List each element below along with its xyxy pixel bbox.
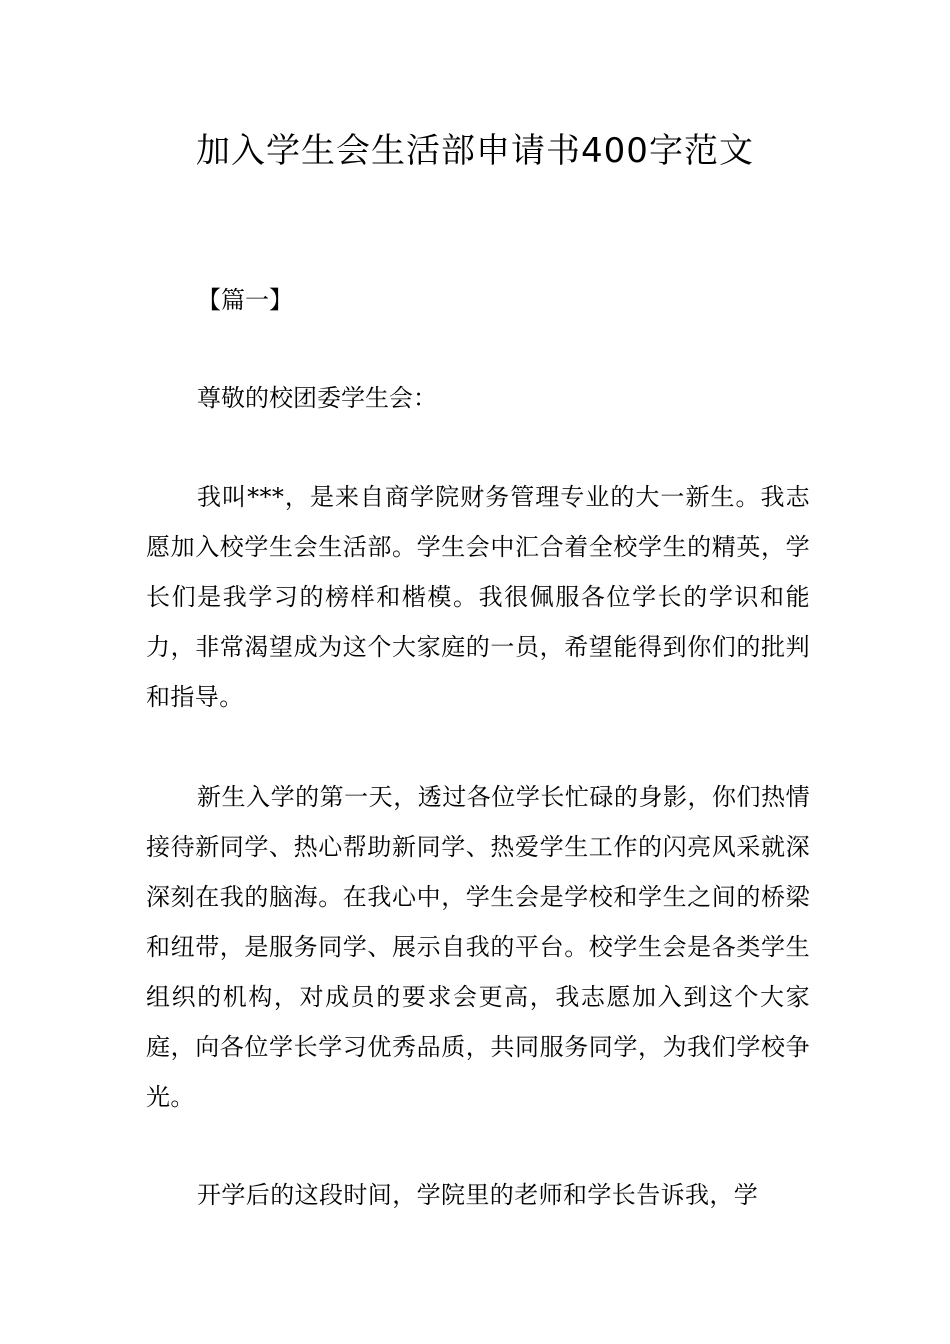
salutation: 尊敬的校团委学生会：	[197, 384, 437, 412]
body-paragraph: 我叫***，是来自商学院财务管理专业的大一新生。我志愿加入校学生会生活部。学生会中汇合着全校学生的精英，学长们是我学习的榜样和楷模。我很佩服各位学长的学识和能力，非常渴望成为这个大家庭的一员，希望能得到你们的批判和指导。	[146, 483, 810, 711]
body-paragraph: 新生入学的第一天，透过各位学长忙碌的身影，你们热情接待新同学、热心帮助新同学、热爱学生工作的闪亮风采就深深刻在我的脑海。在我心中，学生会是学校和学生之间的桥梁和纽带，是服务同学、展示自我的平台。校学生会是各类学生组织的机构，对成员的要求会更高，我志愿加入到这个大家庭，向各位学长学习优秀品质，共同服务同学，为我们学校争光。	[146, 783, 810, 1111]
document-title: 加入学生会生活部申请书400字范文	[196, 131, 754, 171]
section-label: 【篇一】	[197, 286, 293, 314]
body-paragraph: 开学后的这段时间，学院里的老师和学长告诉我，学	[197, 1181, 759, 1209]
